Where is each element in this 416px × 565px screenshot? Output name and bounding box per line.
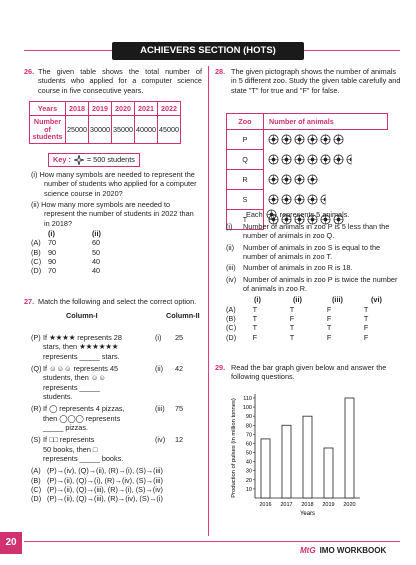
sparkle-icon bbox=[74, 155, 84, 165]
year-cell: 2020 bbox=[112, 102, 135, 116]
x-tick-label: 2019 bbox=[322, 502, 335, 508]
option-c[interactable]: (C) (P)→(ii), (Q)→(iii), (R)→(i), (S)→(iv) bbox=[31, 484, 163, 494]
sub-question: (ii) How many more symbols are needed to represent the number of students in 2022 than in 2018? bbox=[31, 199, 194, 228]
sub-question-list bbox=[31, 170, 201, 276]
year-cell: 2021 bbox=[135, 102, 158, 116]
option-d[interactable]: (D) 70 40 bbox=[31, 266, 101, 276]
animal-icon bbox=[266, 209, 277, 220]
option-c[interactable]: (C) 90 40 bbox=[31, 256, 101, 266]
y-tick-label: 40 bbox=[245, 459, 252, 466]
animal-icon bbox=[294, 194, 305, 205]
option-a[interactable]: (A) T T F T bbox=[226, 304, 369, 314]
animal-icon bbox=[281, 194, 292, 205]
page-number: 20 bbox=[0, 532, 22, 554]
match-row-s: (S) If □□ represents 50 books, then □ represents _____ books. (iv) 12 bbox=[31, 435, 184, 463]
bar-chart bbox=[225, 390, 365, 528]
animal-icon bbox=[294, 154, 305, 165]
key-label: Key : bbox=[53, 155, 71, 165]
animal-icon bbox=[294, 174, 305, 185]
option-b[interactable]: (B) (P)→(ii), (Q)→(i), (R)→(iv), (S)→(iii) bbox=[31, 475, 163, 485]
question-text: The given table shows the total number of students who applied for a computer science course in five consecutive years. bbox=[38, 67, 202, 95]
question-number: 29. bbox=[215, 363, 226, 372]
column-divider bbox=[208, 66, 209, 536]
zoo-row bbox=[227, 170, 388, 190]
match-row-q: (Q) If ☺☺☺ represents 45 students, then ☺☺ represents _____ students. (ii) 42 bbox=[31, 363, 184, 401]
question-27 bbox=[24, 297, 202, 321]
match-row-r: (R) If ◯ represents 4 pizzas, then ◯◯◯ represents _____ pizzas. (iii) 75 bbox=[31, 404, 184, 432]
zoo-name: Q bbox=[227, 150, 264, 170]
question-text: Match the following and select the correct option. bbox=[38, 297, 197, 306]
question-text: The given pictograph shows the number of animals in 5 different zoo. Study the given table carefully and state "T" for true and "F" for false. bbox=[231, 67, 401, 95]
bar bbox=[345, 398, 354, 498]
question-text: Read the bar graph given below and answer the following questions. bbox=[231, 363, 387, 382]
animal-icon bbox=[320, 134, 331, 145]
animal-icon bbox=[268, 134, 279, 145]
x-tick-label: 2016 bbox=[259, 502, 272, 508]
statement: (iv) Number of animals in zoo P is twice the number of animals in zoo R. bbox=[226, 274, 398, 293]
count-cell: 25000 bbox=[66, 116, 89, 144]
animal-icon bbox=[320, 154, 331, 165]
x-tick-label: 2020 bbox=[343, 502, 356, 508]
statement-list: (i) Number of animals in zoo P is 5 less than the number of animals in zoo Q. (ii) Number of animals in zoo S is equal to the number of animals in zoo T. (iii) Number of animals in zoo R is 18. (iv) Number of animals in zoo P is twice the number of animals in zoo R. (i) (ii) (iii) (vi) (A) T T F T (B) T F F T (C) T T T F (D) F T F F bbox=[226, 222, 401, 342]
y-tick-label: 110 bbox=[243, 396, 252, 402]
animal-icon bbox=[307, 154, 318, 165]
y-tick-label: 90 bbox=[245, 414, 252, 421]
year-cell: 2018 bbox=[66, 102, 89, 116]
year-cell: 2022 bbox=[158, 102, 181, 116]
option-c[interactable]: (C) T T T F bbox=[226, 323, 369, 333]
animal-icon bbox=[307, 134, 318, 145]
bar bbox=[261, 439, 270, 498]
footer-rule bbox=[24, 541, 400, 542]
animal-icon bbox=[346, 154, 357, 165]
count-cell: 40000 bbox=[135, 116, 158, 144]
animal-icon bbox=[294, 134, 305, 145]
y-axis-label: Production of pulses (in million tonnes) bbox=[231, 398, 237, 498]
column-head: (i) bbox=[48, 228, 55, 238]
y-tick-label: 100 bbox=[242, 405, 252, 412]
match-row-p: (P) If ★★★★ represents 28 stars, then ★★★★★★ represents _____ stars. (i) 25 bbox=[31, 333, 184, 361]
zoo-name: T bbox=[227, 210, 264, 230]
table-header: Number of animals bbox=[264, 114, 388, 130]
key-value: = 500 students bbox=[86, 155, 135, 165]
bar bbox=[282, 425, 291, 498]
bar bbox=[303, 416, 312, 498]
y-tick-label: 50 bbox=[245, 450, 252, 457]
option-d[interactable]: (D) F T F F bbox=[226, 332, 369, 342]
animal-icon bbox=[333, 154, 344, 165]
zoo-name: P bbox=[227, 130, 264, 150]
statement: (i) Number of animals in zoo P is 5 less than the number of animals in zoo Q. bbox=[226, 222, 390, 241]
option-d[interactable]: (D) (P)→(ii), (Q)→(iii), (R)→(iv), (S)→(i) bbox=[31, 494, 163, 504]
section-banner: ACHIEVERS SECTION (HOTS) bbox=[112, 42, 304, 60]
pictograph-key: Each represents 5 animals. bbox=[246, 209, 350, 219]
zoo-row bbox=[227, 190, 388, 210]
key-box bbox=[48, 153, 140, 167]
y-tick-label: 20 bbox=[245, 477, 252, 484]
book-title: IMO WORKBOOK bbox=[319, 546, 387, 555]
statement: (ii) Number of animals in zoo S is equal to the number of animals in zoo T. bbox=[226, 242, 381, 261]
animal-icon bbox=[268, 194, 279, 205]
footer-brand bbox=[300, 546, 386, 556]
question-number: 28. bbox=[215, 67, 226, 76]
sub-question: (i) How many symbols are needed to represent the number of students who applied for a computer science course in 2020? bbox=[31, 170, 197, 198]
option-b[interactable]: (B) T F F T bbox=[226, 313, 369, 323]
y-tick-label: 30 bbox=[245, 468, 252, 475]
zoo-row bbox=[227, 150, 388, 170]
y-tick-label: 10 bbox=[245, 486, 252, 493]
column-1-head: Column-I bbox=[66, 311, 98, 321]
statement: (iii) Number of animals in zoo R is 18. bbox=[226, 263, 353, 273]
brand-logo: MtG bbox=[300, 546, 316, 555]
table-header: Years bbox=[30, 102, 66, 116]
table-header: Number of students bbox=[30, 116, 66, 144]
column-head: (ii) bbox=[92, 228, 101, 238]
match-list bbox=[31, 333, 203, 504]
column-2-head: Column-II bbox=[166, 311, 200, 321]
animal-icon bbox=[281, 174, 292, 185]
zoo-row bbox=[227, 130, 388, 150]
y-tick-label: 70 bbox=[245, 432, 252, 439]
option-a[interactable]: (A) (P)→(iv), (Q)→(ii), (R)→(i), (S)→(iii) bbox=[31, 466, 163, 476]
x-tick-label: 2017 bbox=[280, 502, 293, 508]
count-cell: 30000 bbox=[89, 116, 112, 144]
x-tick-label: 2018 bbox=[301, 502, 314, 508]
zoo-name: S bbox=[227, 190, 264, 210]
count-cell: 45000 bbox=[158, 116, 181, 144]
question-28 bbox=[215, 67, 401, 95]
option-b[interactable]: (B) 90 50 bbox=[31, 247, 101, 257]
year-cell: 2019 bbox=[89, 102, 112, 116]
option-a[interactable]: (A) 70 60 bbox=[31, 238, 101, 248]
y-tick-label: 80 bbox=[245, 423, 252, 430]
y-tick-label: 60 bbox=[245, 441, 252, 448]
animal-icon bbox=[281, 134, 292, 145]
question-number: 27. bbox=[24, 297, 35, 306]
animal-icon bbox=[307, 174, 318, 185]
question-29 bbox=[215, 363, 401, 382]
count-cell: 35000 bbox=[112, 116, 135, 144]
x-axis-label: Years bbox=[299, 511, 316, 517]
bar bbox=[324, 448, 333, 498]
question-number: 26. bbox=[24, 67, 35, 76]
animal-icon bbox=[320, 194, 331, 205]
zoo-name: R bbox=[227, 170, 264, 190]
animal-icon bbox=[268, 154, 279, 165]
table-header: Zoo bbox=[227, 114, 264, 130]
animal-icon bbox=[281, 154, 292, 165]
animal-icon bbox=[307, 194, 318, 205]
question-26 bbox=[24, 67, 202, 95]
animal-icon bbox=[333, 134, 344, 145]
animal-icon bbox=[268, 174, 279, 185]
students-table bbox=[29, 101, 181, 144]
